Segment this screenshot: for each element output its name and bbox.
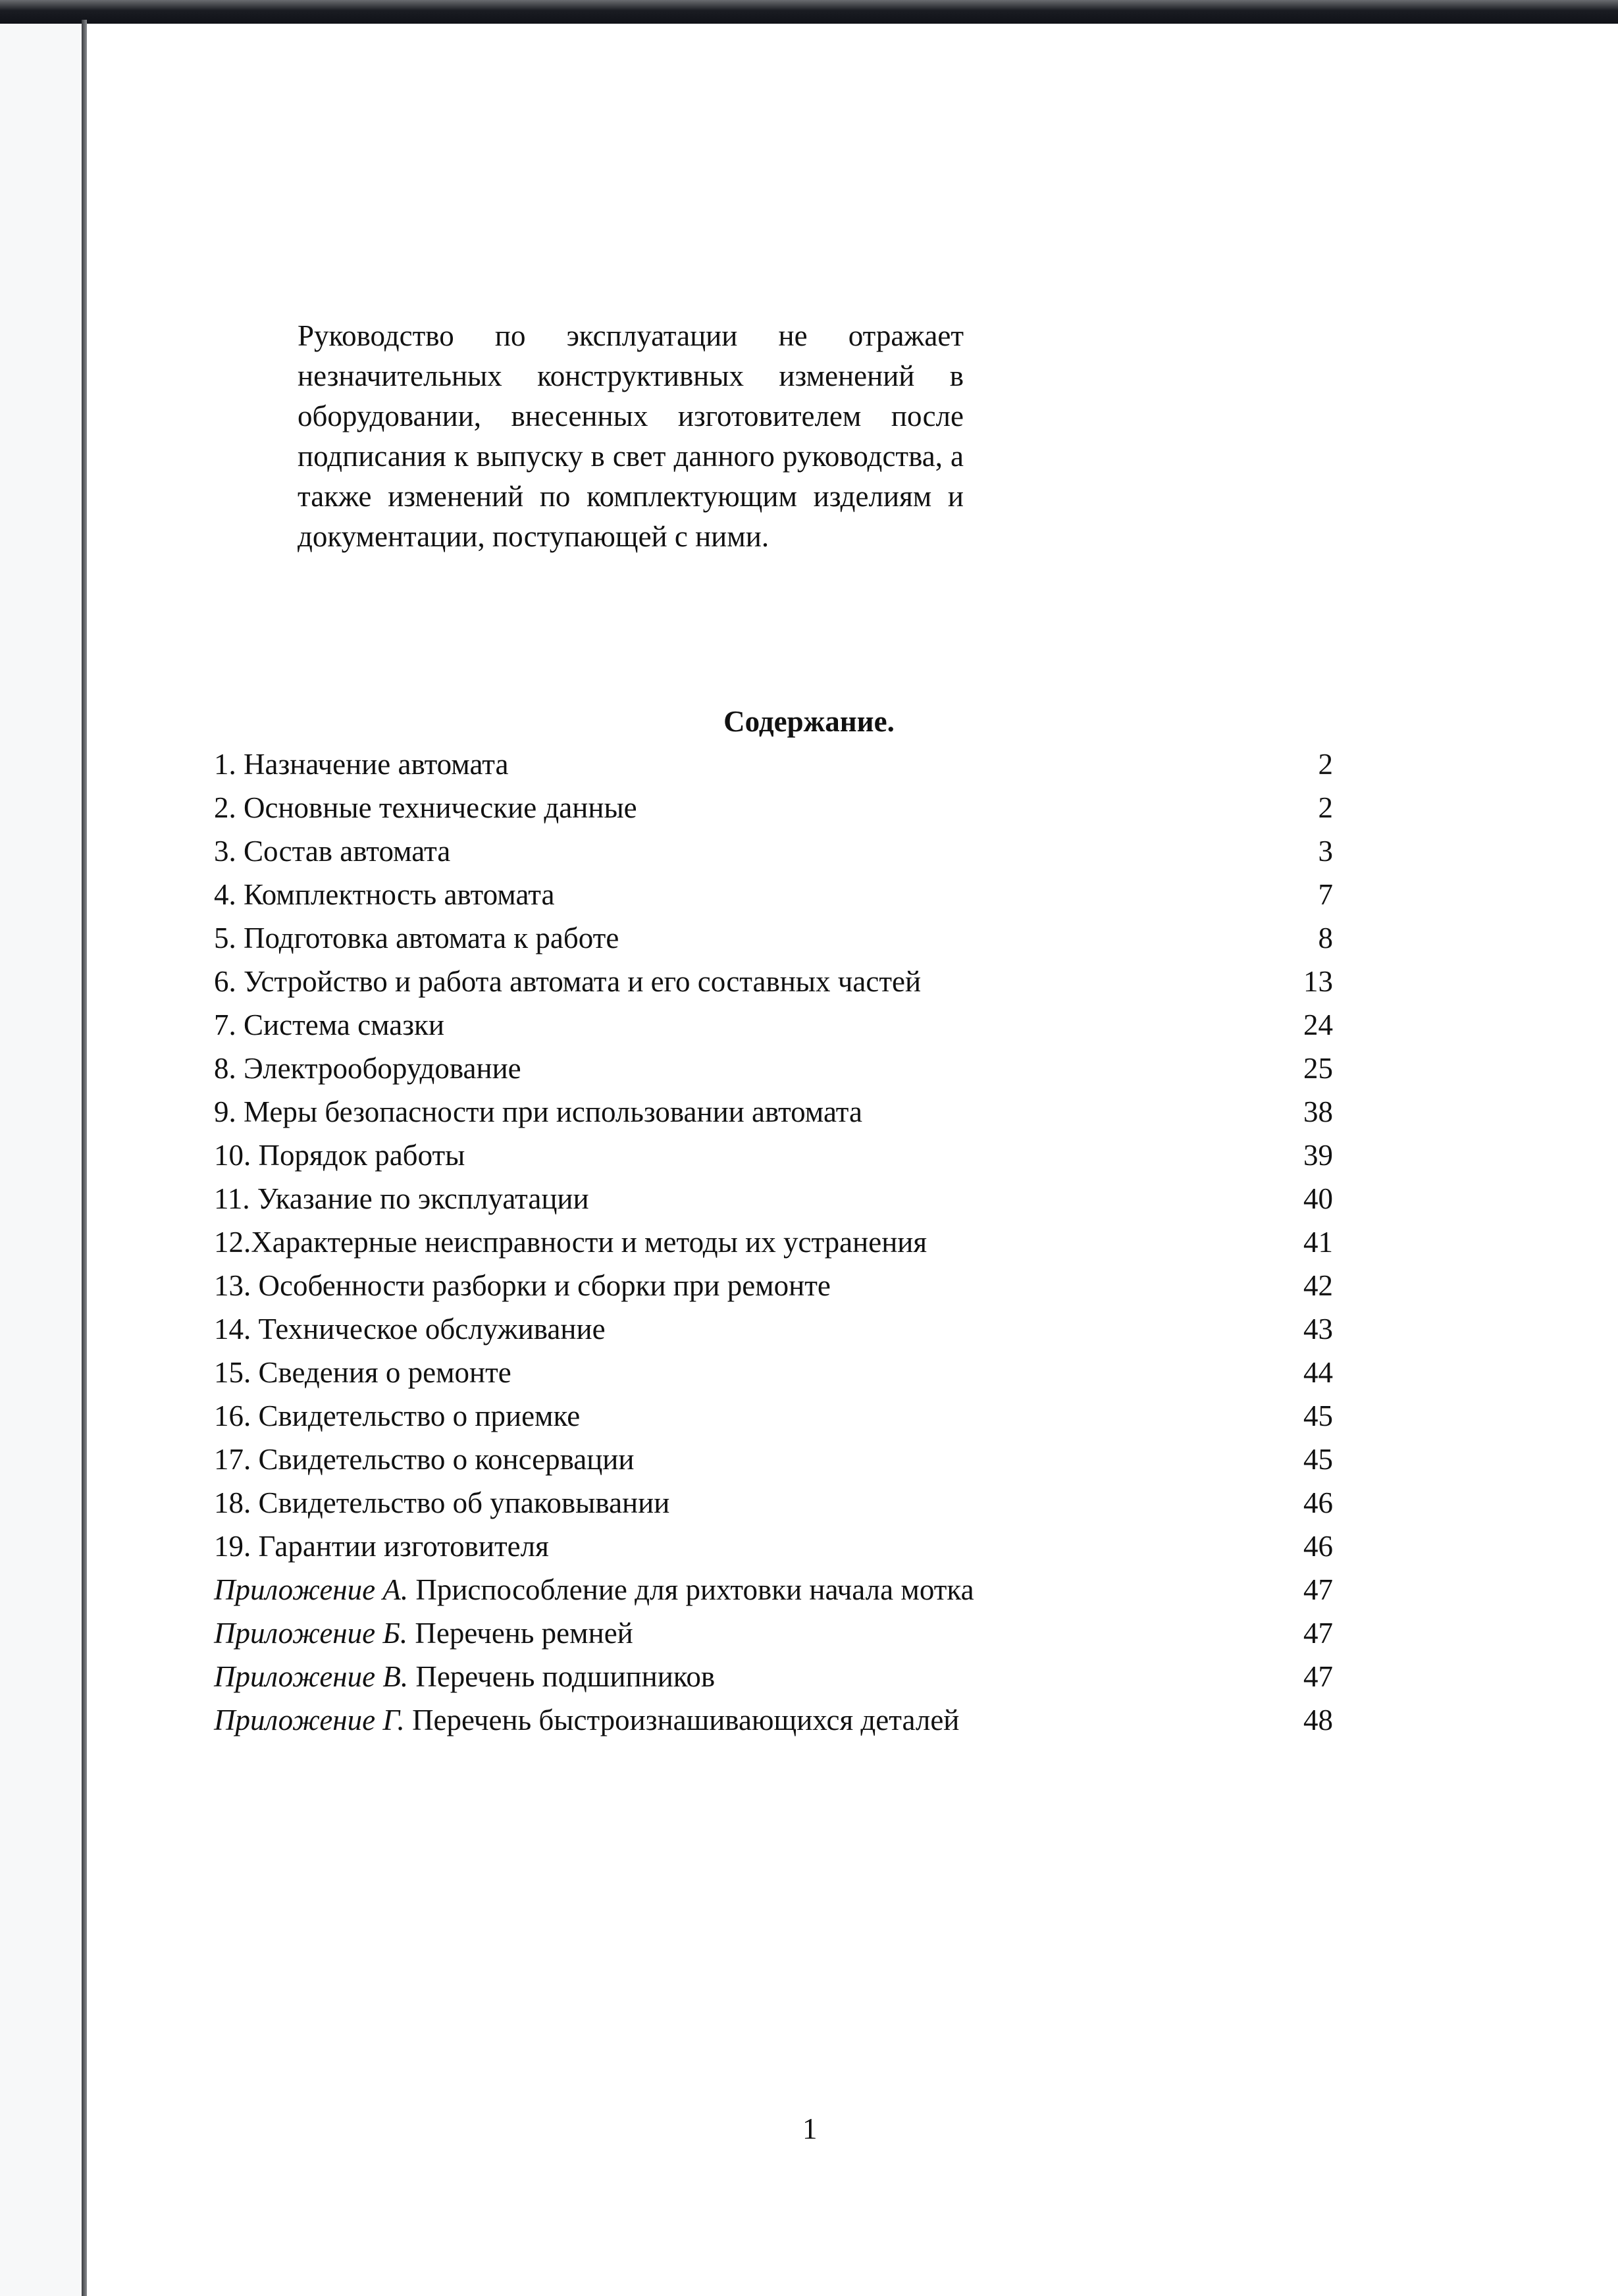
toc-item [214,1307,1333,1351]
toc-item-page: 38 [1303,1095,1333,1128]
toc-item-page: 39 [1303,1139,1333,1172]
toc-item-page: 47 [1303,1573,1333,1606]
toc-item-label: 2. Основные технические данные [214,791,637,824]
toc-item-page: 45 [1303,1399,1333,1432]
table-of-contents [214,743,1333,1742]
toc-item [214,1177,1333,1220]
disclaimer-text: Руководство по эксплуатации не отражает незначительных конструктивных изменений в оборудовании, внесенных изготовителем после подписания к выпуску в свет данного руководства, а также изменений по комплектующим изделиям и документации, поступающей с ними. [298,319,964,553]
toc-item-label: 19. Гарантии изготовителя [214,1530,549,1563]
toc-item-label: 10. Порядок работы [214,1139,465,1172]
toc-item-label: 1. Назначение автомата [214,748,509,781]
toc-item-page: 48 [1303,1704,1333,1736]
toc-item-label: 8. Электрооборудование [214,1052,521,1085]
appendix-prefix: Приложение В. [214,1660,409,1693]
page-number: 1 [802,2112,818,2145]
toc-item-label: 17. Свидетельство о консервации [214,1443,635,1476]
toc-item [214,1481,1333,1525]
appendix-label: Перечень быстроизнашивающихся деталей [404,1704,960,1736]
toc-appendix-item [214,1611,1333,1655]
toc-item-page: 24 [1303,1008,1333,1041]
toc-item-label: 5. Подготовка автомата к работе [214,922,619,954]
toc-item-label: 7. Система смазки [214,1008,444,1041]
toc-item-page: 8 [1318,922,1333,954]
toc-appendix-item [214,1698,1333,1742]
toc-appendix-item [214,1655,1333,1698]
toc-item-label: 13. Особенности разборки и сборки при ремонте [214,1269,831,1302]
appendix-label: Перечень ремней [407,1617,633,1650]
toc-item-page: 25 [1303,1052,1333,1085]
scan-left-margin [0,24,82,2296]
toc-item [214,1220,1333,1264]
toc-appendix-item [214,1568,1333,1611]
toc-item [214,786,1333,829]
appendix-label: Приспособление для рихтовки начала мотка [408,1573,974,1606]
scan-top-edge [0,0,1618,24]
toc-item-label: 15. Сведения о ремонте [214,1356,511,1389]
toc-item [214,1090,1333,1134]
toc-item-label: 4. Комплектность автомата [214,878,555,911]
toc-item-label: 14. Техническое обслуживание [214,1313,606,1345]
appendix-prefix: Приложение Б. [214,1617,408,1650]
toc-item [214,1047,1333,1090]
toc-item-page: 44 [1303,1356,1333,1389]
toc-item [214,1525,1333,1568]
toc-item-page: 13 [1303,965,1333,998]
toc-item [214,1351,1333,1394]
toc-item-page: 7 [1318,878,1333,911]
toc-item-page: 40 [1303,1182,1333,1215]
scan-binding-edge [82,20,87,2296]
toc-item [214,1394,1333,1438]
toc-item-page: 2 [1318,791,1333,824]
toc-item [214,960,1333,1003]
toc-item-page: 42 [1303,1269,1333,1302]
toc-title: Содержание. [723,705,895,738]
toc-item [214,829,1333,873]
toc-item-page: 46 [1303,1486,1333,1519]
toc-item-page: 41 [1303,1226,1333,1259]
toc-item-page: 46 [1303,1530,1333,1563]
toc-item-page: 47 [1303,1617,1333,1650]
toc-item-label: 9. Меры безопасности при использовании автомата [214,1095,862,1128]
toc-item [214,1134,1333,1177]
toc-item [214,1438,1333,1481]
toc-item-label: 16. Свидетельство о приемке [214,1399,581,1432]
toc-item-label: 11. Указание по эксплуатации [214,1182,589,1215]
toc-item [214,1264,1333,1307]
toc-item-label: 3. Состав автомата [214,835,451,868]
toc-item-page: 43 [1303,1313,1333,1345]
toc-item-page: 47 [1303,1660,1333,1693]
toc-item-label: 12.Характерные неисправности и методы их устранения [214,1226,927,1259]
toc-item-label: 18. Свидетельство об упаковывании [214,1486,670,1519]
toc-item-page: 3 [1318,835,1333,868]
toc-item [214,1003,1333,1047]
toc-item [214,916,1333,960]
toc-item-page: 45 [1303,1443,1333,1476]
appendix-prefix: Приложение Г. [214,1704,405,1736]
toc-item-page: 2 [1318,748,1333,781]
toc-item-label: 6. Устройство и работа автомата и его составных частей [214,965,922,998]
toc-item [214,873,1333,916]
appendix-prefix: Приложение А. [214,1573,409,1606]
appendix-label: Перечень подшипников [408,1660,716,1693]
toc-item [214,743,1333,786]
disclaimer-notice [298,316,964,557]
